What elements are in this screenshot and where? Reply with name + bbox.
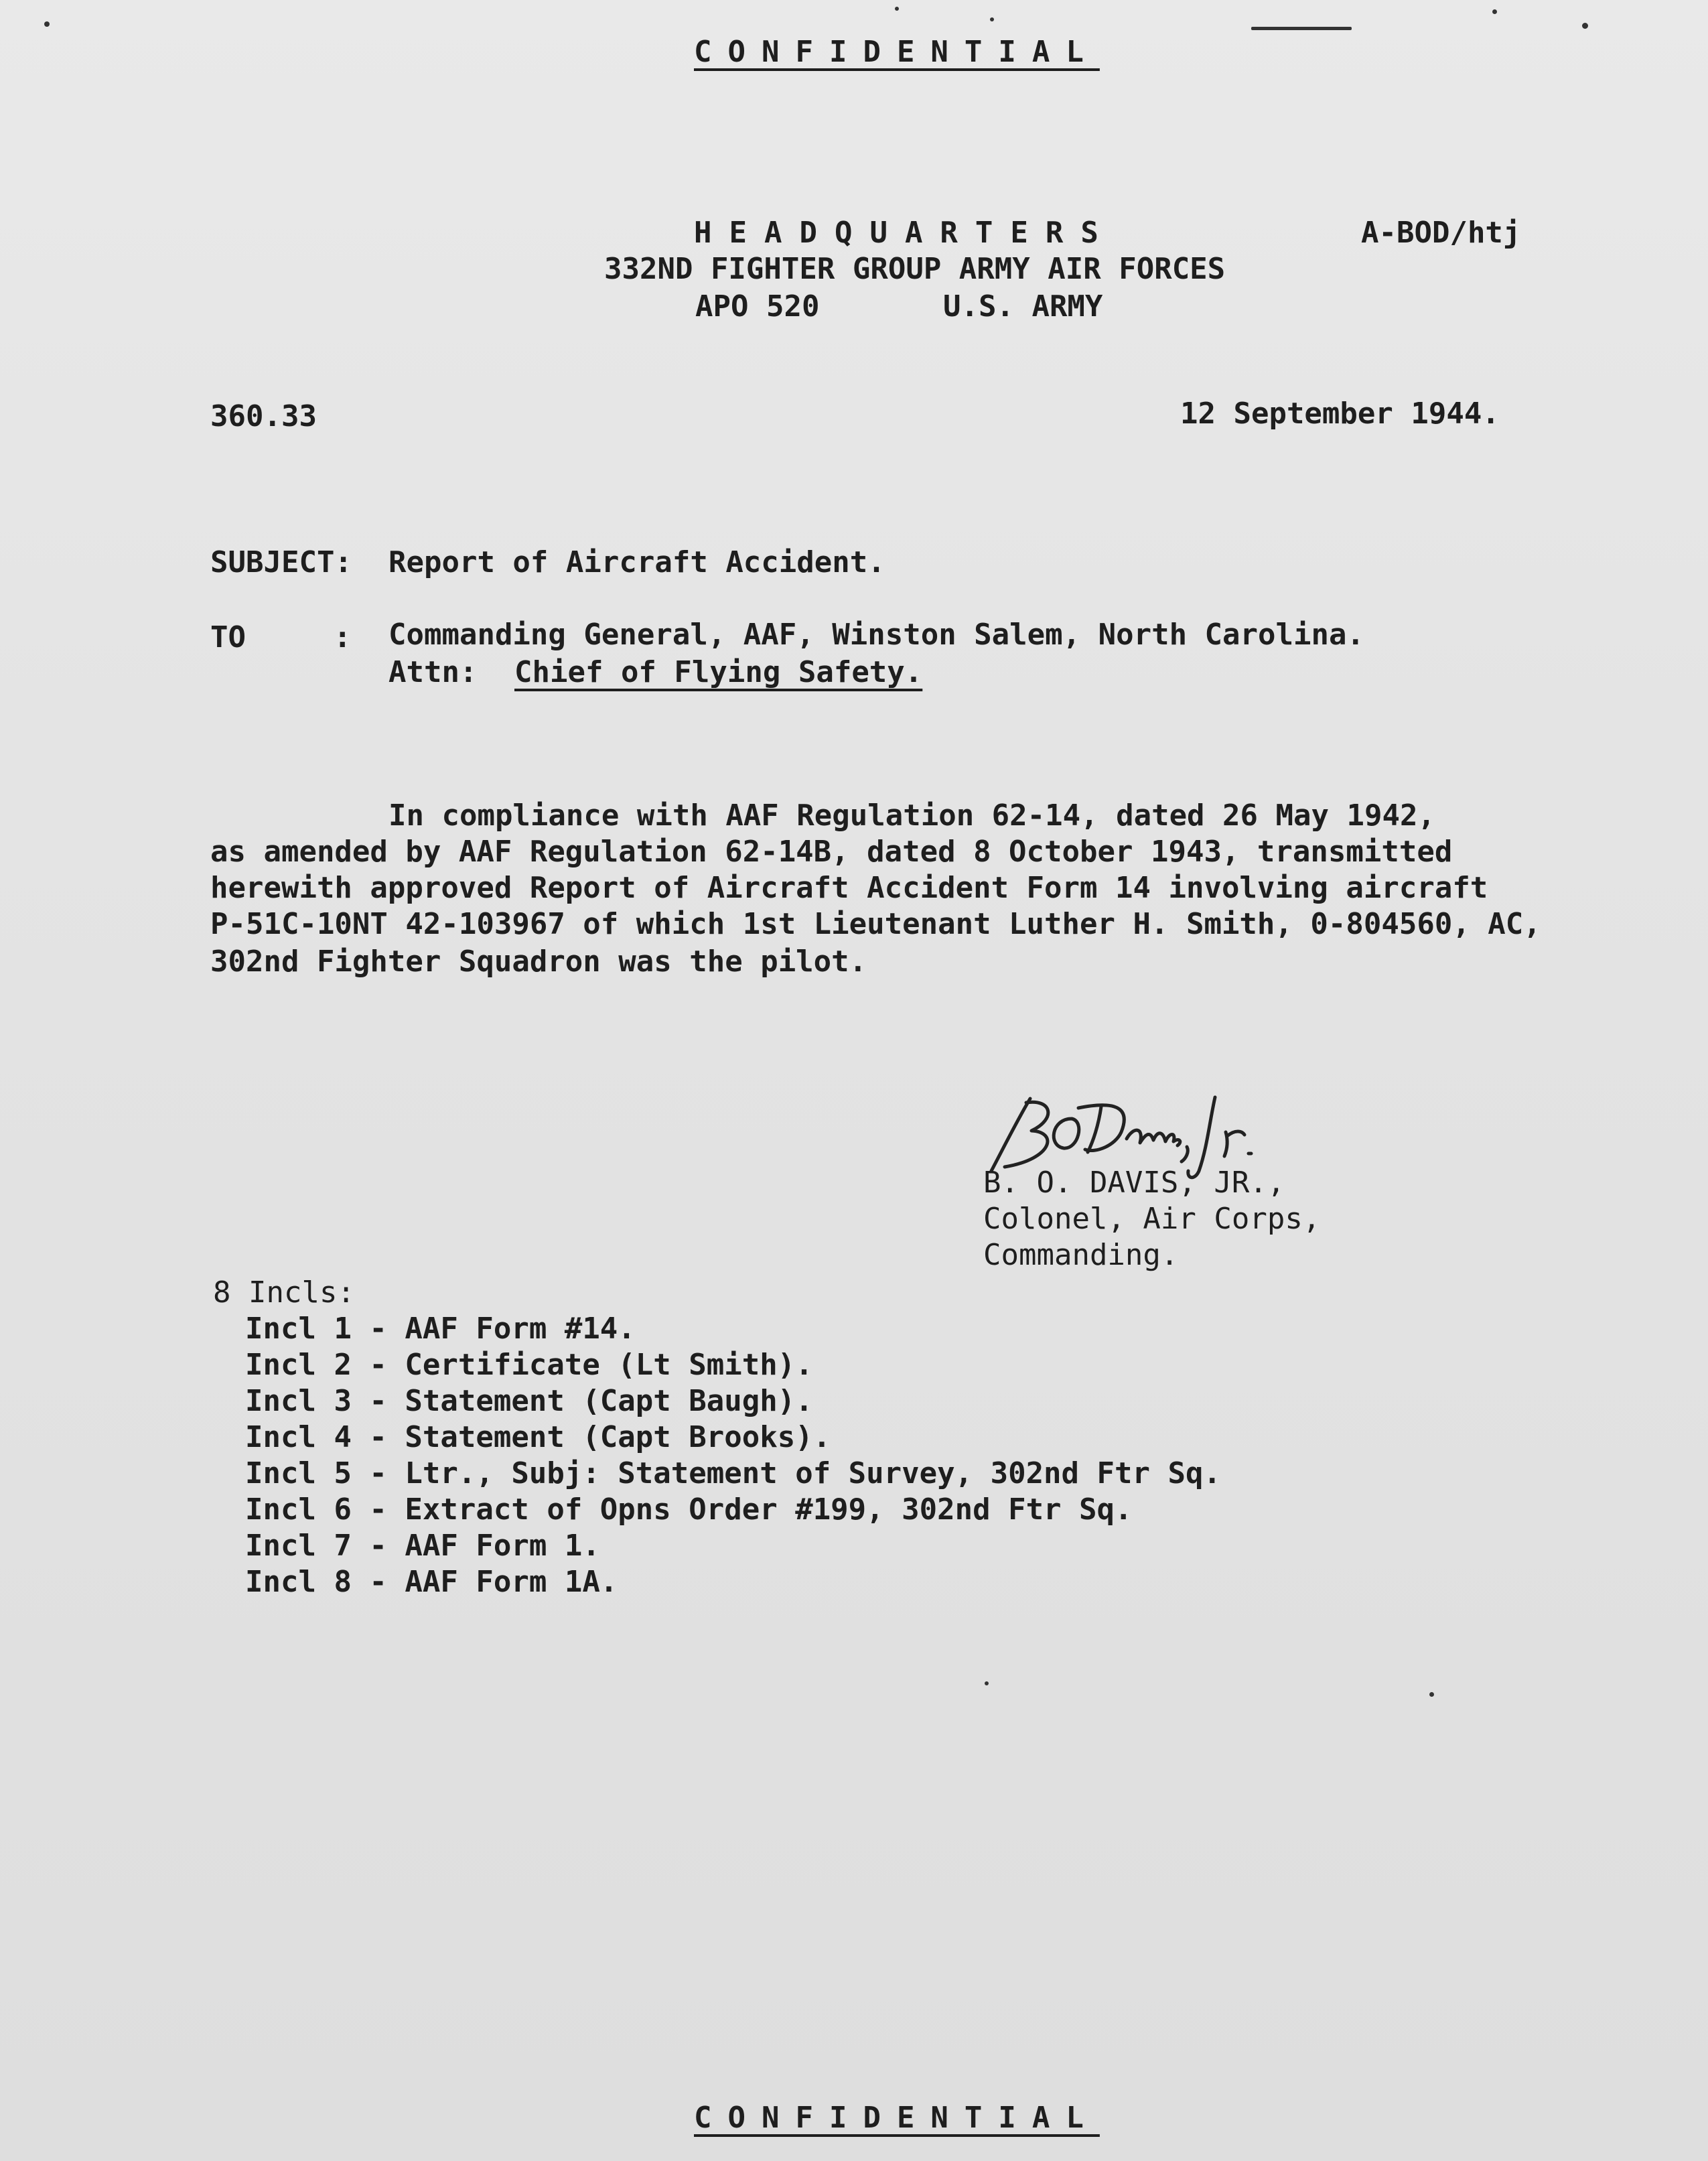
attn-value: Chief of Flying Safety.	[514, 655, 923, 689]
body-line: as amended by AAF Regulation 62-14B, dated 8 October 1943, transmitted	[210, 835, 1453, 869]
attn-label: Attn:	[388, 655, 478, 689]
body-line: 302nd Fighter Squadron was the pilot.	[210, 945, 867, 979]
letterhead-apo: APO 520	[695, 289, 820, 324]
body-line: herewith approved Report of Aircraft Accident Form 14 involving aircraft	[210, 871, 1488, 905]
enclosure-item: Incl 6 - Extract of Opns Order #199, 302nd Ftr Sq.	[245, 1492, 1133, 1527]
scan-speck	[895, 7, 899, 11]
signer-rank: Colonel, Air Corps,	[983, 1202, 1321, 1236]
scan-speck	[1582, 23, 1588, 29]
scan-speck	[1492, 9, 1497, 14]
classification-top: CONFIDENTIAL	[694, 35, 1100, 69]
body-line: In compliance with AAF Regulation 62-14, dated 26 May 1942,	[388, 798, 1435, 833]
signer-name: B. O. DAVIS, JR.,	[983, 1166, 1285, 1200]
scan-speck	[985, 1681, 989, 1685]
classification-bottom: CONFIDENTIAL	[694, 2101, 1100, 2135]
letterhead-line-1: HEADQUARTERS	[694, 216, 1116, 250]
file-number: 360.33	[210, 399, 317, 433]
to-label: TO	[210, 620, 246, 654]
subject-label: SUBJECT:	[210, 545, 352, 579]
reference-initials: A-BOD/htj	[1361, 216, 1521, 250]
enclosure-item: Incl 8 - AAF Form 1A.	[245, 1565, 618, 1599]
enclosure-item: Incl 2 - Certificate (Lt Smith).	[245, 1348, 813, 1382]
scan-speck	[44, 21, 50, 27]
enclosure-item: Incl 4 - Statement (Capt Brooks).	[245, 1420, 831, 1454]
signer-role: Commanding.	[983, 1238, 1179, 1272]
enclosure-item: Incl 5 - Ltr., Subj: Statement of Survey, 302nd Ftr Sq.	[245, 1456, 1221, 1490]
scan-speck	[1251, 27, 1352, 30]
to-value: Commanding General, AAF, Winston Salem, North Carolina.	[388, 618, 1364, 652]
subject-value: Report of Aircraft Accident.	[388, 545, 885, 579]
letterhead-us-army: U.S. ARMY	[943, 289, 1103, 324]
scan-speck	[1429, 1692, 1434, 1697]
body-line: P-51C-10NT 42-103967 of which 1st Lieutenant Luther H. Smith, 0-804560, AC,	[210, 907, 1541, 941]
letterhead-line-2: 332ND FIGHTER GROUP ARMY AIR FORCES	[604, 252, 1226, 286]
enclosure-item: Incl 1 - AAF Form #14.	[245, 1312, 636, 1346]
enclosures-heading: 8 Incls:	[213, 1275, 355, 1310]
enclosure-item: Incl 7 - AAF Form 1.	[245, 1529, 600, 1563]
enclosure-item: Incl 3 - Statement (Capt Baugh).	[245, 1384, 813, 1418]
to-colon: :	[334, 620, 352, 654]
scan-speck	[990, 17, 994, 21]
letter-date: 12 September 1944.	[1180, 397, 1500, 431]
